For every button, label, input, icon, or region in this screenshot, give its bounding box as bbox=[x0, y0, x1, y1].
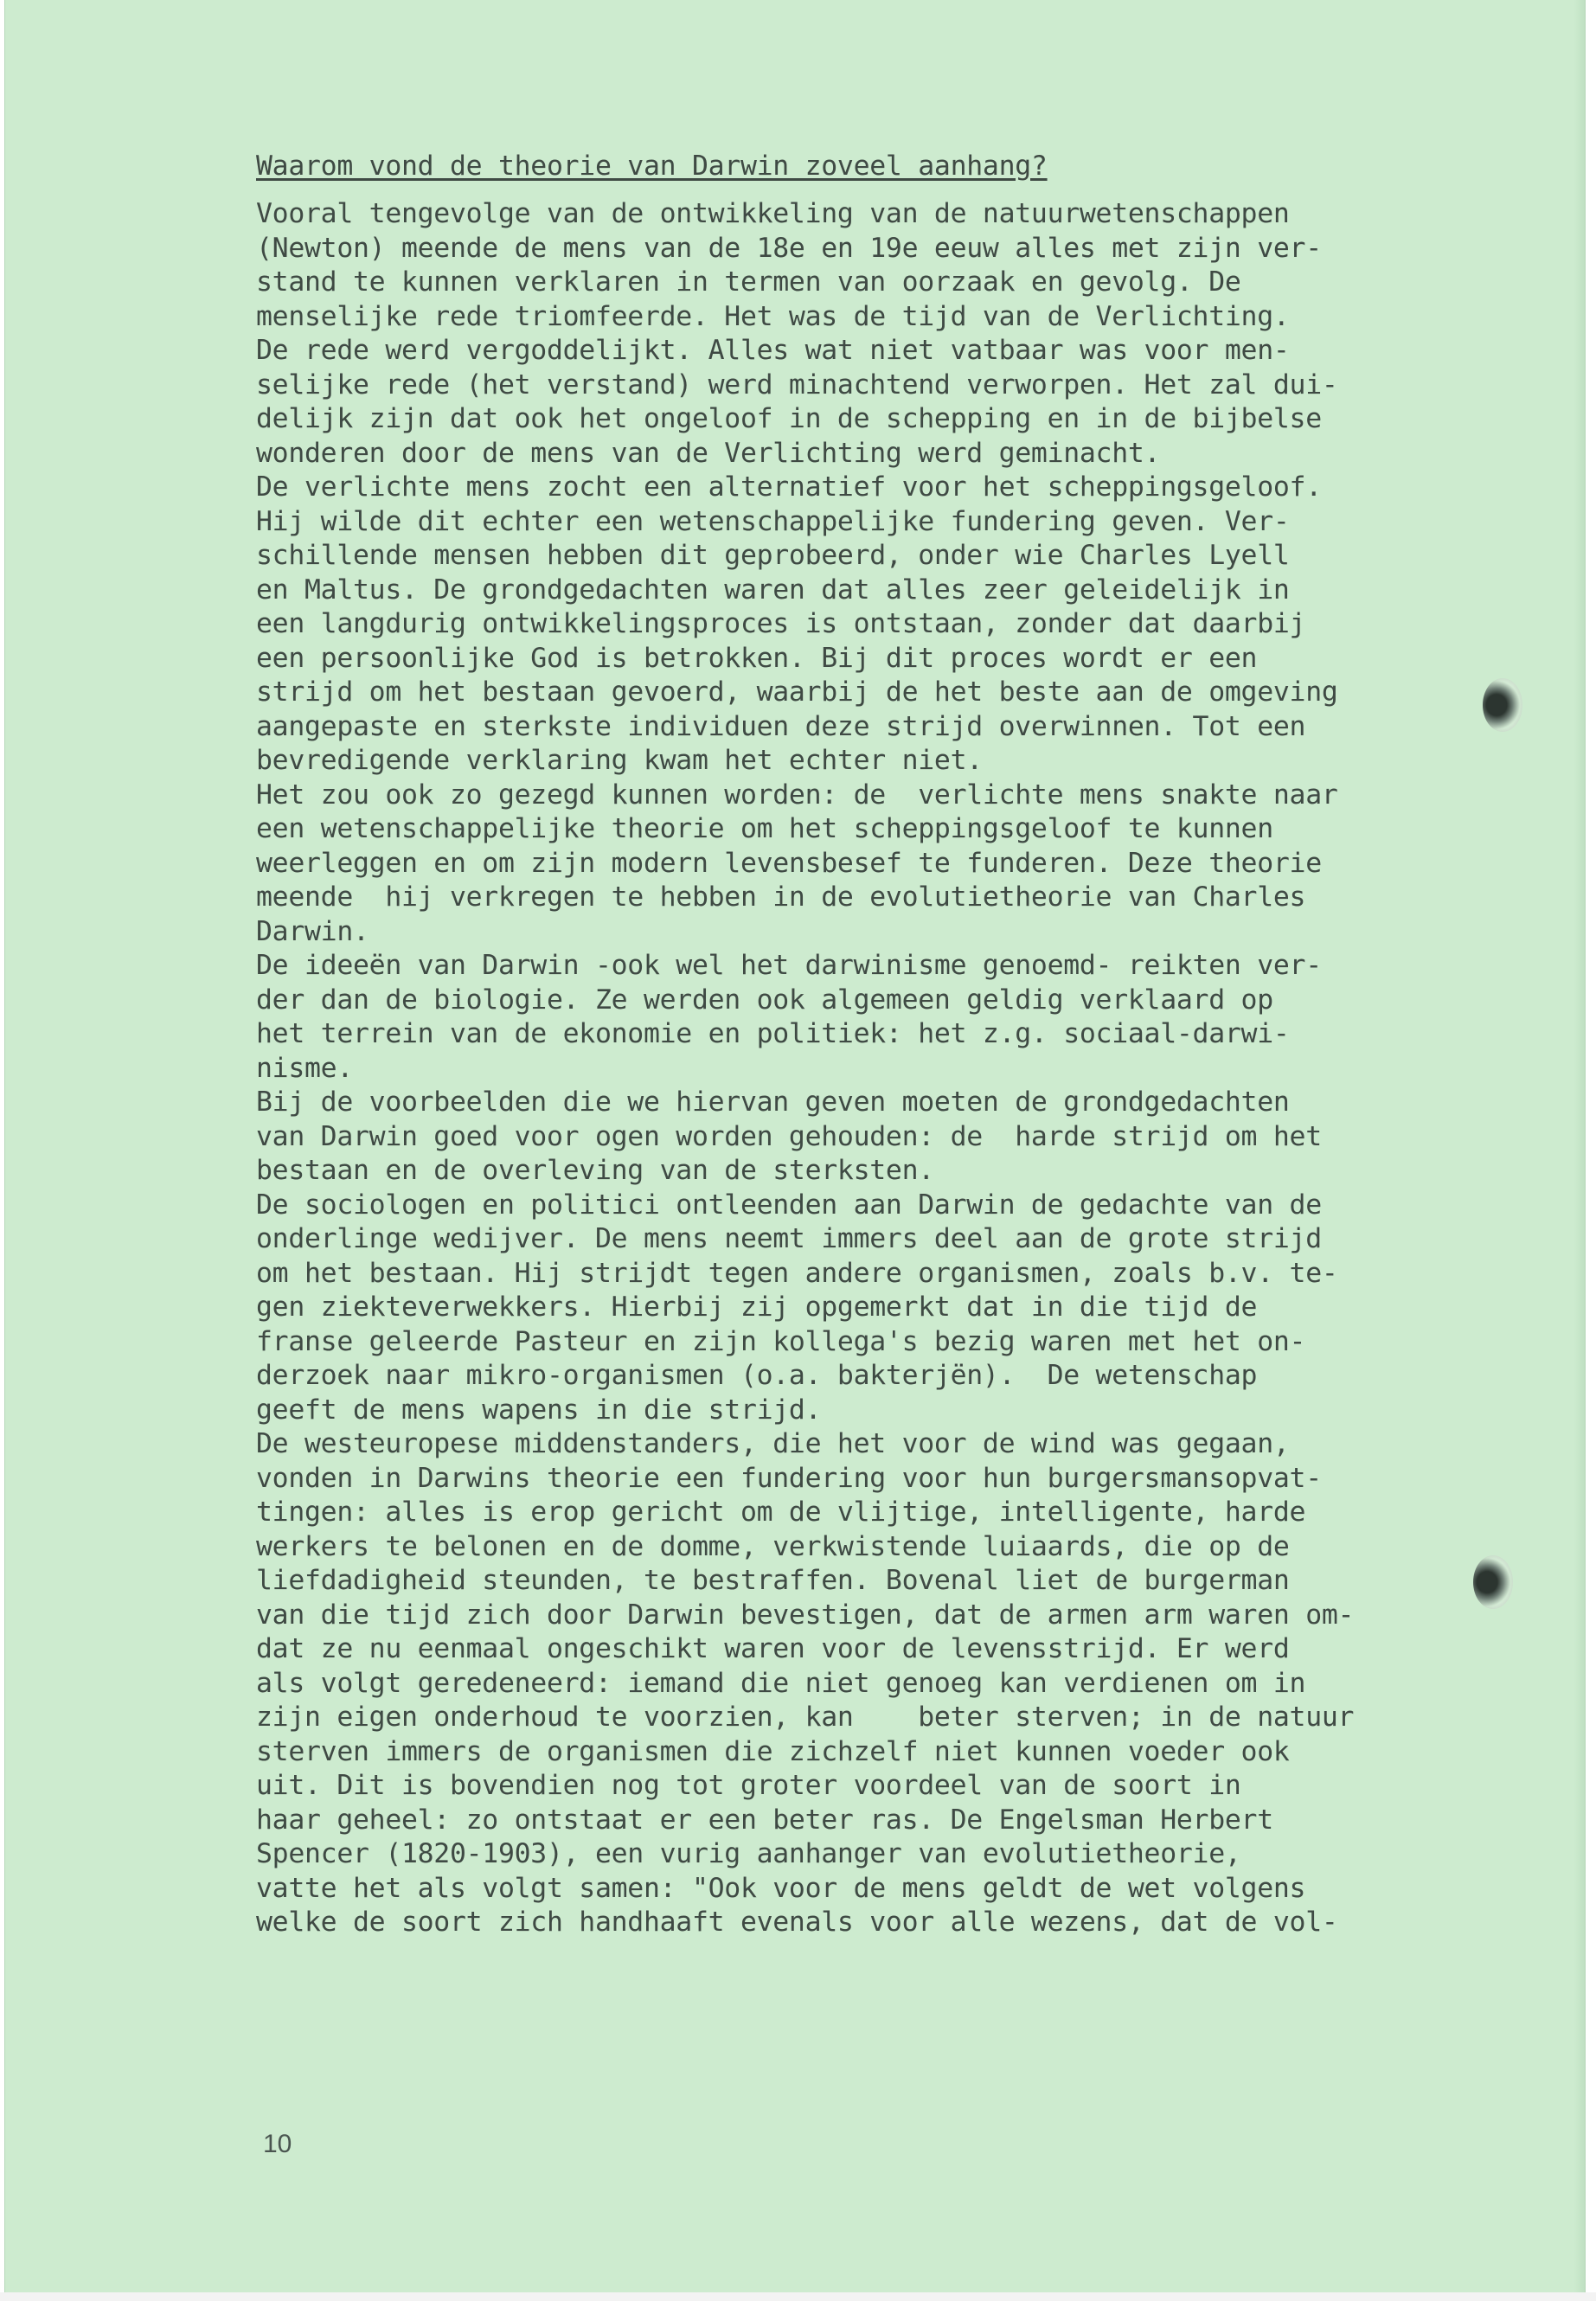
text-line: een persoonlijke God is betrokken. Bij dit proces wordt er een bbox=[256, 642, 1258, 674]
text-line: het terrein van de ekonomie en politiek: het z.g. sociaal-darwi- bbox=[256, 1018, 1290, 1049]
document-page bbox=[5, 0, 1585, 2292]
text-line: en Maltus. De grondgedachten waren dat alles zeer geleidelijk in bbox=[256, 574, 1290, 606]
text-line: Vooral tengevolge van de ontwikkeling van de natuurwetenschappen bbox=[256, 198, 1290, 229]
text-line: van die tijd zich door Darwin bevestigen, dat de armen arm waren om- bbox=[256, 1599, 1355, 1631]
text-line: strijd om het bestaan gevoerd, waarbij de het beste aan de omgeving bbox=[256, 676, 1338, 708]
text-line: wonderen door de mens van de Verlichting werd geminacht. bbox=[256, 437, 1161, 469]
text-line: nisme. bbox=[256, 1052, 353, 1084]
text-line: werkers te belonen en de domme, verkwistende luiaards, die op de bbox=[256, 1530, 1290, 1562]
text-line: menselijke rede triomfeerde. Het was de tijd van de Verlichting. bbox=[256, 300, 1290, 332]
text-line: stand te kunnen verklaren in termen van oorzaak en gevolg. De bbox=[256, 266, 1241, 298]
text-line: De ideeën van Darwin -ook wel het darwinisme genoemd- reikten ver- bbox=[256, 950, 1322, 981]
page-number: 10 bbox=[263, 2130, 292, 2158]
text-line: (Newton) meende de mens van de 18e en 19e eeuw alles met zijn ver- bbox=[256, 232, 1322, 264]
scan-border bbox=[0, 2292, 1596, 2301]
text-line: onderlinge wedijver. De mens neemt immers deel aan de grote strijd bbox=[256, 1223, 1322, 1254]
document-title: Waarom vond de theorie van Darwin zoveel aanhang? bbox=[256, 151, 1048, 182]
text-line: Bij de voorbeelden die we hiervan geven moeten de grondgedachten bbox=[256, 1086, 1290, 1118]
text-line: sterven immers de organismen die zichzelf niet kunnen voeder ook bbox=[256, 1735, 1290, 1767]
text-line: derzoek naar mikro-organismen (o.a. bakterjën). De wetenschap bbox=[256, 1360, 1258, 1391]
text-line: franse geleerde Pasteur en zijn kollega's bezig waren met het on- bbox=[256, 1325, 1306, 1357]
text-line: gen ziekteverwekkers. Hierbij zij opgemerkt dat in die tijd de bbox=[256, 1292, 1258, 1323]
punch-hole-bottom bbox=[1473, 1555, 1513, 1609]
text-line: geeft de mens wapens in die strijd. bbox=[256, 1394, 822, 1426]
text-line: Het zou ook zo gezegd kunnen worden: de verlichte mens snakte naar bbox=[256, 779, 1338, 811]
text-line: bestaan en de overleving van de sterksten. bbox=[256, 1155, 934, 1186]
text-line: vonden in Darwins theorie een fundering voor hun burgersmansopvat- bbox=[256, 1462, 1322, 1494]
text-line: van Darwin goed voor ogen worden gehouden: de harde strijd om het bbox=[256, 1120, 1322, 1152]
text-line: een wetenschappelijke theorie om het scheppingsgeloof te kunnen bbox=[256, 813, 1273, 844]
text-line: bevredigende verklaring kwam het echter niet. bbox=[256, 745, 983, 776]
text-line: schillende mensen hebben dit geprobeerd, onder wie Charles Lyell bbox=[256, 540, 1290, 571]
text-line: Hij wilde dit echter een wetenschappelijke fundering geven. Ver- bbox=[256, 505, 1290, 537]
text-line: De verlichte mens zocht een alternatief voor het scheppingsgeloof. bbox=[256, 471, 1322, 503]
text-line: vatte het als volgt samen: "Ook voor de mens geldt de wet volgens bbox=[256, 1872, 1306, 1904]
text-line: delijk zijn dat ook het ongeloof in de schepping en in de bijbelse bbox=[256, 403, 1322, 434]
text-line: zijn eigen onderhoud te voorzien, kan beter sterven; in de natuur bbox=[256, 1702, 1355, 1733]
text-line: om het bestaan. Hij strijdt tegen andere organismen, zoals b.v. te- bbox=[256, 1257, 1338, 1289]
text-line: een langdurig ontwikkelingsproces is ontstaan, zonder dat daarbij bbox=[256, 608, 1306, 639]
text-line: welke de soort zich handhaaft evenals voor alle wezens, dat de vol- bbox=[256, 1907, 1338, 1938]
text-line: Darwin. bbox=[256, 915, 369, 947]
text-line: De rede werd vergoddelijkt. Alles wat niet vatbaar was voor men- bbox=[256, 335, 1290, 366]
document-body bbox=[256, 197, 1467, 1940]
text-line: aangepaste en sterkste individuen deze strijd overwinnen. Tot een bbox=[256, 710, 1306, 742]
text-line: meende hij verkregen te hebben in de evolutietheorie van Charles bbox=[256, 881, 1306, 913]
text-line: als volgt geredeneerd: iemand die niet genoeg kan verdienen om in bbox=[256, 1667, 1306, 1699]
text-line: Spencer (1820-1903), een vurig aanhanger van evolutietheorie, bbox=[256, 1838, 1241, 1869]
text-line: der dan de biologie. Ze werden ook algemeen geldig verklaard op bbox=[256, 984, 1273, 1016]
text-line: haar geheel: zo ontstaat er een beter ras. De Engelsman Herbert bbox=[256, 1804, 1273, 1836]
text-line: De westeuropese middenstanders, die het voor de wind was gegaan, bbox=[256, 1428, 1290, 1459]
text-line: selijke rede (het verstand) werd minachtend verworpen. Het zal dui- bbox=[256, 369, 1338, 401]
text-line: De sociologen en politici ontleenden aan Darwin de gedachte van de bbox=[256, 1189, 1322, 1221]
text-line: weerleggen en om zijn modern levensbesef te funderen. Deze theorie bbox=[256, 847, 1322, 879]
punch-hole-top bbox=[1483, 678, 1522, 732]
text-line: tingen: alles is erop gericht om de vlijtige, intelligente, harde bbox=[256, 1497, 1306, 1528]
text-line: dat ze nu eenmaal ongeschikt waren voor de levensstrijd. Er werd bbox=[256, 1633, 1290, 1664]
text-line: uit. Dit is bovendien nog tot groter voordeel van de soort in bbox=[256, 1770, 1241, 1801]
text-line: liefdadigheid steunden, te bestraffen. Bovenal liet de burgerman bbox=[256, 1565, 1290, 1596]
page-edge bbox=[1574, 0, 1585, 2292]
